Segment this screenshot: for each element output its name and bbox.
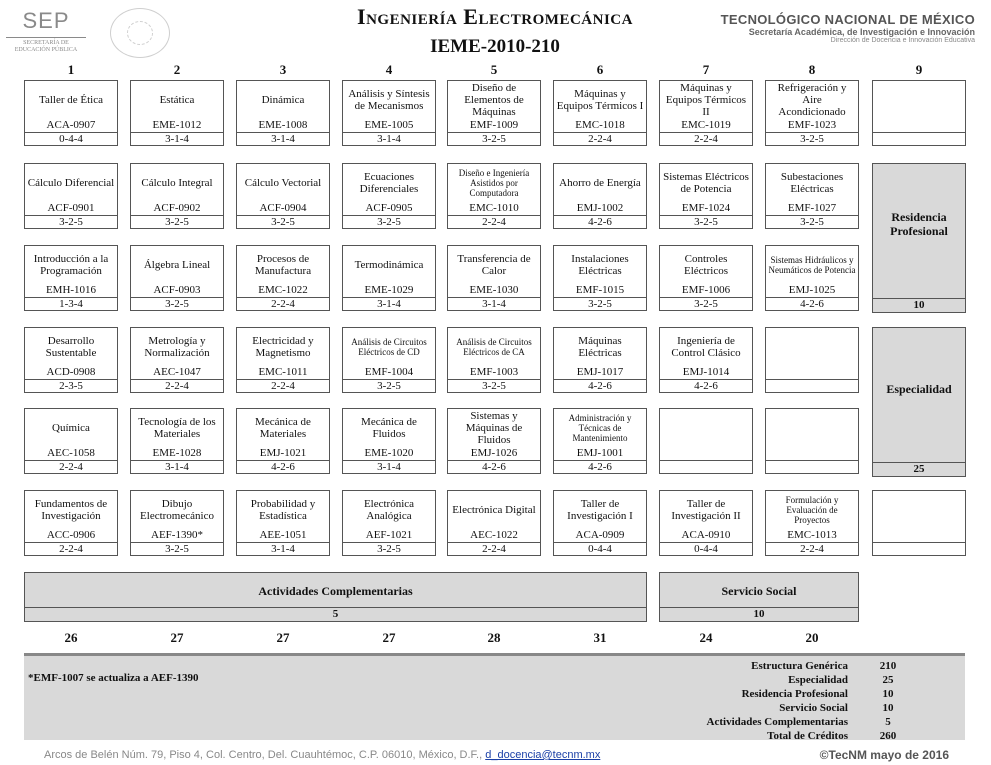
course-name: Análisis de Circuitos Eléctricos de CD — [351, 337, 427, 357]
course-credits: 3-2-5 — [660, 297, 752, 310]
course-name — [873, 81, 965, 119]
sep-sub-line1: SECRETARÍA DE — [23, 40, 69, 46]
course-cell — [553, 80, 647, 146]
course-key: EME-1012 — [152, 119, 202, 131]
tecnm-logo — [721, 12, 975, 44]
course-credits: 3-1-4 — [343, 132, 435, 145]
course-name: Cálculo Diferencial — [27, 177, 115, 189]
semester-total: 26 — [64, 630, 78, 645]
footer-address — [44, 749, 600, 761]
especialidad-label: Especialidad — [886, 382, 952, 396]
tecnm-name: TECNOLÓGICO NACIONAL DE MÉXICO — [720, 12, 975, 27]
course-cell — [236, 408, 330, 474]
course-credits: 3-2-5 — [660, 215, 752, 228]
servicio-social-block — [659, 572, 859, 622]
course-key: ACF-0905 — [365, 202, 413, 214]
course-name: Análisis de Circuitos Eléctricos de CA — [456, 337, 532, 357]
semester-total: 24 — [699, 630, 713, 645]
course-cell — [553, 408, 647, 474]
summary-row — [624, 688, 944, 701]
course-credits: 2-2-4 — [25, 460, 117, 473]
course-credits: 3-1-4 — [343, 297, 435, 310]
course-key: EMJ-1002 — [576, 202, 624, 214]
course-cell — [553, 490, 647, 556]
course-credits: 4-2-6 — [448, 460, 540, 473]
course-name: Fundamentos de Investigación — [34, 498, 108, 522]
course-key: AEC-1022 — [470, 529, 518, 541]
course-credits: 3-2-5 — [25, 215, 117, 228]
summary-row — [624, 674, 944, 687]
course-key: AEC-1058 — [47, 447, 95, 459]
servicio-label: Servicio Social — [721, 584, 797, 598]
semester-total: 27 — [276, 630, 290, 645]
course-name: Taller de Investigación II — [671, 498, 741, 522]
course-name: Introducción a la Programación — [33, 253, 109, 277]
course-credits — [660, 460, 752, 473]
course-cell — [130, 163, 224, 229]
course-key: EMC-1019 — [681, 119, 731, 131]
page-title: Ingeniería Electromecánica — [357, 4, 633, 29]
summary-value: 5 — [885, 716, 891, 728]
course-credits: 3-1-4 — [237, 132, 329, 145]
course-key: EME-1008 — [258, 119, 308, 131]
course-key: EMF-1004 — [364, 366, 414, 378]
especialidad-credits: 25 — [873, 462, 965, 476]
course-key: EMC-1018 — [575, 119, 625, 131]
course-credits: 1-3-4 — [25, 297, 117, 310]
course-name: Instalaciones Eléctricas — [571, 253, 629, 277]
course-name: Sistemas Eléctricos de Potencia — [663, 171, 749, 195]
course-key: EMF-1015 — [575, 284, 625, 296]
summary-label: Residencia Profesional — [741, 688, 848, 700]
course-name: Probabilidad y Estadística — [250, 498, 316, 522]
course-credits: 3-1-4 — [131, 132, 223, 145]
course-credits — [873, 132, 965, 145]
sep-logo — [0, 8, 92, 54]
course-key: EMF-1003 — [469, 366, 519, 378]
semester-total: 28 — [487, 630, 501, 645]
semester-number: 9 — [915, 62, 923, 77]
course-cell — [765, 163, 859, 229]
course-key: EMC-1010 — [469, 202, 519, 214]
empty-course-cell — [765, 408, 859, 474]
summary-row — [624, 730, 944, 743]
course-cell — [24, 80, 118, 146]
copyright: ©TecNM mayo de 2016 — [819, 748, 949, 762]
course-key: AEE-1051 — [259, 529, 307, 541]
course-name: Análisis y Síntesis de Mecanismos — [348, 88, 430, 112]
servicio-credits: 10 — [660, 607, 858, 621]
course-credits: 2-3-5 — [25, 379, 117, 392]
national-seal-icon — [110, 8, 170, 58]
course-cell — [236, 327, 330, 393]
course-credits: 3-1-4 — [237, 542, 329, 555]
course-cell — [342, 408, 436, 474]
semester-total: 31 — [593, 630, 607, 645]
course-credits: 4-2-6 — [554, 379, 646, 392]
course-cell — [24, 490, 118, 556]
residencia-label: Residencia Profesional — [890, 210, 948, 238]
course-name: Sistemas Hidráulicos y Neumáticos de Potencia — [768, 255, 856, 275]
empty-course-cell — [872, 490, 966, 556]
course-credits: 3-2-5 — [237, 215, 329, 228]
course-key: ACF-0902 — [153, 202, 201, 214]
course-credits: 3-2-5 — [131, 297, 223, 310]
course-key: EMF-1023 — [787, 119, 837, 131]
summary-label: Actividades Complementarias — [706, 716, 848, 728]
course-credits: 3-1-4 — [131, 460, 223, 473]
course-key: ACA-0909 — [575, 529, 625, 541]
course-key: ACA-0910 — [681, 529, 731, 541]
course-key: EMC-1013 — [787, 529, 837, 541]
course-credits — [766, 379, 858, 392]
sep-logo-divider — [6, 37, 86, 38]
course-key: ACC-0906 — [46, 529, 96, 541]
course-cell — [553, 163, 647, 229]
course-name: Electricidad y Magnetismo — [252, 335, 314, 359]
course-key: EME-1028 — [152, 447, 202, 459]
course-name: Subestaciones Eléctricas — [780, 171, 844, 195]
course-credits: 4-2-6 — [660, 379, 752, 392]
course-key: ACF-0904 — [259, 202, 307, 214]
course-key: EMJ-1025 — [788, 284, 836, 296]
summary-value: 210 — [879, 660, 897, 672]
course-cell — [236, 80, 330, 146]
summary-row — [624, 702, 944, 715]
course-key: EMF-1009 — [469, 119, 519, 131]
course-credits: 3-1-4 — [448, 297, 540, 310]
course-name: Electrónica Digital — [452, 504, 536, 516]
course-key: EMJ-1026 — [470, 447, 518, 459]
course-credits: 3-2-5 — [131, 542, 223, 555]
course-name: Ecuaciones Diferenciales — [359, 171, 419, 195]
address-text: Arcos de Belén Núm. 79, Piso 4, Col. Centro, Del. Cuauhtémoc, C.P. 06010, México, D.F., — [44, 749, 483, 761]
course-key — [873, 529, 965, 542]
course-cell — [659, 245, 753, 311]
course-name: Formulación y Evaluación de Proyectos — [785, 495, 839, 525]
course-name: Taller de Investigación I — [567, 498, 633, 522]
semester-number: 3 — [279, 62, 287, 77]
course-key: EME-1030 — [469, 284, 519, 296]
course-credits: 0-4-4 — [554, 542, 646, 555]
course-cell — [342, 490, 436, 556]
course-name: Cálculo Integral — [141, 177, 213, 189]
course-name: Cálculo Vectorial — [244, 177, 322, 189]
course-credits: 3-1-4 — [343, 460, 435, 473]
course-credits: 2-2-4 — [448, 542, 540, 555]
course-cell — [659, 327, 753, 393]
course-credits: 3-2-5 — [448, 132, 540, 145]
sep-logo-text: SEP — [22, 8, 70, 33]
residencia-credits: 10 — [873, 298, 965, 312]
course-key: ACF-0901 — [47, 202, 95, 214]
course-cell — [765, 490, 859, 556]
course-name: Máquinas y Equipos Térmicos II — [665, 82, 747, 118]
course-name: Refrigeración y Aire Acondicionado — [777, 82, 847, 118]
especialidad-block — [872, 327, 966, 477]
credits-summary — [24, 653, 965, 740]
course-key: EMC-1022 — [258, 284, 308, 296]
course-name — [873, 491, 965, 529]
course-cell — [342, 80, 436, 146]
summary-label: Estructura Genérica — [751, 660, 848, 672]
course-key: ACF-0903 — [153, 284, 201, 296]
semester-total: 27 — [382, 630, 396, 645]
course-credits: 3-2-5 — [131, 215, 223, 228]
course-credits: 2-2-4 — [237, 297, 329, 310]
course-credits: 4-2-6 — [554, 215, 646, 228]
plan-code: IEME-2010-210 — [430, 36, 560, 57]
course-cell — [130, 408, 224, 474]
course-cell — [130, 245, 224, 311]
course-name: Máquinas y Equipos Térmicos I — [556, 88, 644, 112]
course-name: Controles Eléctricos — [684, 253, 728, 277]
course-name: Ingeniería de Control Clásico — [671, 335, 741, 359]
course-credits: 0-4-4 — [660, 542, 752, 555]
course-cell — [553, 327, 647, 393]
course-key: EME-1005 — [364, 119, 414, 131]
summary-value: 25 — [882, 674, 894, 686]
course-key — [873, 119, 965, 132]
course-key: EMF-1006 — [681, 284, 731, 296]
course-credits: 2-2-4 — [237, 379, 329, 392]
course-cell — [342, 163, 436, 229]
course-key: EMJ-1014 — [682, 366, 730, 378]
course-name — [660, 409, 752, 447]
course-credits: 3-2-5 — [766, 215, 858, 228]
semester-total: 27 — [170, 630, 184, 645]
semester-number: 6 — [596, 62, 604, 77]
course-name: Estática — [159, 94, 195, 106]
course-name — [766, 409, 858, 447]
actividades-credits: 5 — [25, 607, 646, 621]
course-name: Máquinas Eléctricas — [578, 335, 622, 359]
course-cell — [130, 490, 224, 556]
course-credits: 4-2-6 — [766, 297, 858, 310]
empty-course-cell — [872, 80, 966, 146]
course-credits: 0-4-4 — [25, 132, 117, 145]
semester-total: 20 — [805, 630, 819, 645]
course-cell — [236, 490, 330, 556]
semester-number: 2 — [173, 62, 181, 77]
course-cell — [342, 327, 436, 393]
course-name: Electrónica Analógica — [363, 498, 415, 522]
course-name: Diseño de Elementos de Máquinas — [464, 82, 524, 118]
course-credits — [766, 460, 858, 473]
course-key: EME-1029 — [364, 284, 414, 296]
course-name: Sistemas y Máquinas de Fluidos — [465, 410, 523, 446]
course-cell — [659, 490, 753, 556]
semester-number: 5 — [490, 62, 498, 77]
course-cell — [24, 245, 118, 311]
sep-logo-subtitle — [0, 40, 92, 54]
course-name: Tecnología de los Materiales — [138, 416, 216, 440]
course-cell — [553, 245, 647, 311]
course-key: EMJ-1001 — [576, 447, 624, 459]
semester-number: 4 — [385, 62, 393, 77]
course-credits: 2-2-4 — [448, 215, 540, 228]
summary-label: Total de Créditos — [767, 730, 848, 742]
course-cell — [24, 163, 118, 229]
summary-label: Servicio Social — [779, 702, 848, 714]
actividades-complementarias-block — [24, 572, 647, 622]
sep-sub-line2: EDUCACIÓN PÚBLICA — [14, 47, 78, 53]
course-key: AEC-1047 — [153, 366, 201, 378]
course-credits: 2-2-4 — [554, 132, 646, 145]
course-cell — [447, 408, 541, 474]
course-name: Dinámica — [261, 94, 305, 106]
course-name: Procesos de Manufactura — [254, 253, 312, 277]
course-credits: 3-2-5 — [766, 132, 858, 145]
course-key: EMJ-1021 — [259, 447, 307, 459]
course-credits: 3-2-5 — [448, 379, 540, 392]
course-name: Desarrollo Sustentable — [45, 335, 97, 359]
course-name: Metrología y Normalización — [144, 335, 210, 359]
course-credits: 3-2-5 — [343, 215, 435, 228]
course-cell — [447, 327, 541, 393]
email-link[interactable]: d_docencia@tecnm.mx — [485, 749, 601, 761]
course-key: EME-1020 — [364, 447, 414, 459]
course-name: Transferencia de Calor — [457, 253, 531, 277]
course-credits: 4-2-6 — [554, 460, 646, 473]
course-credits: 4-2-6 — [237, 460, 329, 473]
course-cell — [130, 327, 224, 393]
course-key: ACA-0907 — [46, 119, 96, 131]
course-name — [766, 328, 858, 366]
course-cell — [130, 80, 224, 146]
summary-row — [624, 716, 944, 729]
course-name: Diseño e Ingeniería Asistidos por Computadora — [458, 168, 530, 198]
course-cell — [765, 245, 859, 311]
course-name: Termodinámica — [354, 259, 424, 271]
summary-value: 10 — [882, 702, 894, 714]
summary-value: 260 — [879, 730, 897, 742]
course-name: Mecánica de Fluidos — [361, 416, 417, 440]
semester-number: 1 — [67, 62, 75, 77]
course-name: Álgebra Lineal — [143, 259, 211, 271]
course-key: EMF-1027 — [787, 202, 837, 214]
course-cell — [24, 408, 118, 474]
empty-course-cell — [659, 408, 753, 474]
course-key — [766, 366, 858, 379]
course-credits: 2-2-4 — [131, 379, 223, 392]
course-credits: 3-2-5 — [554, 297, 646, 310]
course-name: Administración y Técnicas de Mantenimiento — [568, 413, 632, 443]
semester-number: 7 — [702, 62, 710, 77]
course-credits: 2-2-4 — [25, 542, 117, 555]
course-credits — [873, 542, 965, 555]
course-key — [660, 447, 752, 460]
semester-number: 8 — [808, 62, 816, 77]
course-name: Taller de Ética — [39, 94, 103, 106]
course-credits: 2-2-4 — [660, 132, 752, 145]
course-credits: 2-2-4 — [766, 542, 858, 555]
empty-course-cell — [765, 327, 859, 393]
course-key: EMF-1024 — [681, 202, 731, 214]
course-cell — [447, 163, 541, 229]
course-key: EMJ-1017 — [576, 366, 624, 378]
course-key: EMH-1016 — [45, 284, 97, 296]
course-key: AEF-1390* — [151, 529, 203, 541]
course-cell — [342, 245, 436, 311]
course-cell — [447, 490, 541, 556]
course-cell — [447, 245, 541, 311]
residencia-profesional-block — [872, 163, 966, 313]
course-cell — [659, 80, 753, 146]
course-cell — [236, 163, 330, 229]
course-cell — [236, 245, 330, 311]
course-key: ACD-0908 — [46, 366, 96, 378]
course-credits: 3-2-5 — [343, 542, 435, 555]
actividades-label: Actividades Complementarias — [258, 584, 413, 598]
course-cell — [659, 163, 753, 229]
course-credits: 3-2-5 — [343, 379, 435, 392]
summary-label: Especialidad — [788, 674, 848, 686]
course-key — [766, 447, 858, 460]
course-cell — [24, 327, 118, 393]
course-key: EMC-1011 — [258, 366, 308, 378]
course-cell — [765, 80, 859, 146]
course-name: Dibujo Electromecánico — [140, 498, 214, 522]
update-note: *EMF-1007 se actualiza a AEF-1390 — [28, 672, 199, 684]
tecnm-subtitle: Secretaría Académica, de Investigación e Innovación — [748, 27, 975, 37]
tecnm-subtitle-2: Dirección de Docencia e Innovación Educativa — [830, 37, 975, 44]
course-cell — [447, 80, 541, 146]
course-name: Mecánica de Materiales — [255, 416, 311, 440]
course-key: AEF-1021 — [365, 529, 413, 541]
summary-row — [624, 660, 944, 673]
course-name: Química — [52, 422, 90, 434]
course-name: Ahorro de Energía — [559, 177, 641, 189]
summary-value: 10 — [882, 688, 894, 700]
